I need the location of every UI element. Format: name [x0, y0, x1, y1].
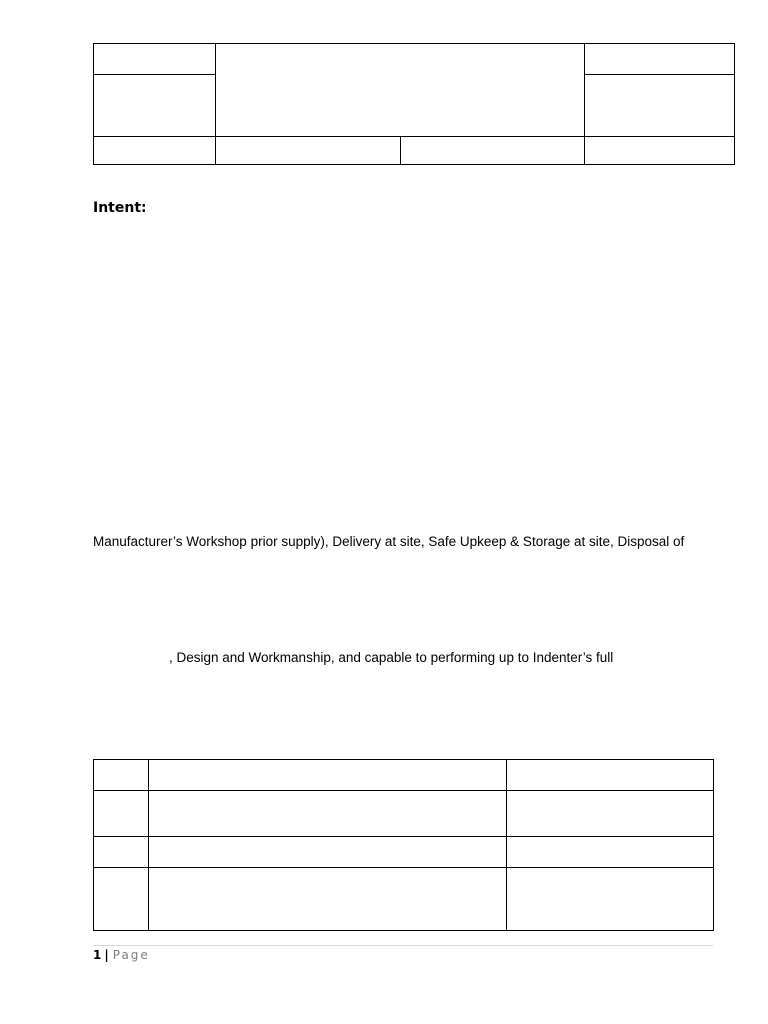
header-cell-logo-top [94, 44, 216, 75]
table-cell [149, 760, 507, 791]
table-cell [94, 868, 149, 931]
header-cell-bottom-2 [216, 137, 401, 165]
table-cell [149, 837, 507, 868]
table-cell [507, 791, 714, 837]
footer-divider [93, 945, 713, 946]
data-table [93, 759, 714, 931]
paragraph-line: , Design and Workmanship, and capable to performing up to Indenter’s full [169, 650, 614, 665]
footer-separator: | [104, 948, 109, 962]
table-cell [507, 837, 714, 868]
table-row [94, 760, 714, 791]
table-cell [94, 760, 149, 791]
header-table [93, 43, 735, 165]
header-cell-title [216, 44, 585, 137]
header-cell-right [585, 75, 735, 137]
page-footer [93, 948, 150, 962]
paragraph-line: Manufacturer’s Workshop prior supply), Delivery at site, Safe Upkeep & Storage at site, Disposal of [93, 534, 685, 549]
page-number: 1 [93, 948, 102, 962]
table-cell [149, 868, 507, 931]
intent-heading: Intent: [93, 200, 147, 216]
table-cell [507, 868, 714, 931]
table-cell [94, 791, 149, 837]
table-cell [149, 791, 507, 837]
table-row [94, 868, 714, 931]
header-cell-logo [94, 75, 216, 137]
table-row [94, 791, 714, 837]
table-cell [94, 837, 149, 868]
page-label: Page [112, 948, 150, 962]
header-cell-bottom-1 [94, 137, 216, 165]
table-cell [507, 760, 714, 791]
header-cell-bottom-4 [585, 137, 735, 165]
header-cell-bottom-3 [401, 137, 585, 165]
header-cell-right-top [585, 44, 735, 75]
table-row [94, 837, 714, 868]
